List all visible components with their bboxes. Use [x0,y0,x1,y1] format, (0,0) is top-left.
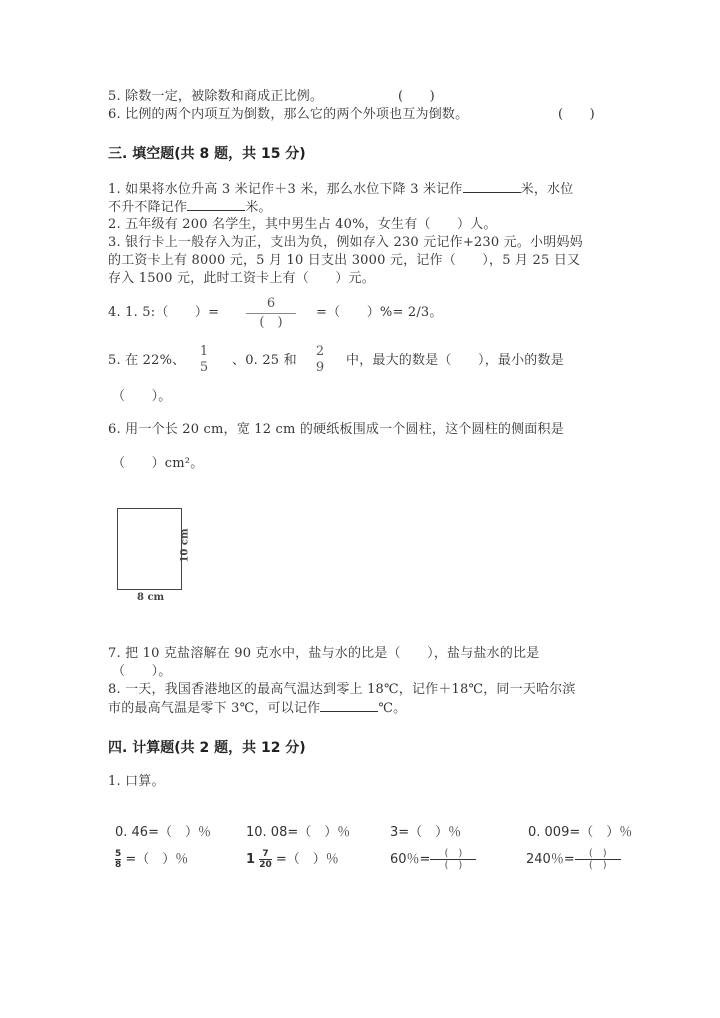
fill-question-3-line1: 3. 银行卡上一般存入为正，支出为负，例如存入 230 元记作+230 元。小明妈妈 [108,235,583,250]
question-text: 不升不降记作 [108,200,188,215]
fill-question-1-line2 [108,198,272,217]
fraction-numerator: ( ) [588,848,607,859]
fill-question-5-prefix: 5. 在 22%、 [108,353,186,368]
fraction-numerator: ( ) [444,848,463,859]
question-text: ℃。 [378,701,407,716]
height-label: 10 cm [179,528,191,563]
oral-calc-item: 3=（ ）％ [390,825,462,840]
fraction-denominator: 9 [315,360,325,375]
answer-paren[interactable]: ( ) [558,107,595,122]
fill-question-5-line2: （ ）。 [112,389,172,404]
fill-question-8-line2 [108,699,406,718]
fill-question-4-suffix: =（ ）%= 2/3。 [316,305,443,320]
fraction-numerator: 7 [262,849,269,859]
fill-question-6-line2: （ ）cm²。 [112,456,204,471]
fraction-denominator: 8 [115,860,122,870]
judge-question-6 [108,106,468,124]
calc-suffix: =（ ）％ [125,852,189,867]
calc-question-1-label: 1. 口算。 [108,774,165,789]
fraction-numerator: 6 [266,296,276,311]
oral-calc-item: 0. 46=（ ）％ [115,825,211,840]
section-heading-calculation: 四. 计算题(共 2 题，共 12 分) [108,740,306,756]
answer-blank[interactable] [320,699,378,712]
fraction-denominator[interactable]: ( ) [259,315,283,330]
fraction-numerator: 2 [315,344,325,359]
question-text: 米，水位 [520,182,574,197]
question-text: 米。 [245,200,272,215]
fill-question-4-prefix: 4. 1. 5:（ ）= [108,305,220,320]
fraction-6-over-blank [246,296,296,331]
section-heading-fill-in: 三. 填空题(共 8 题，共 15 分) [108,146,306,162]
fraction-denominator: 20 [259,860,272,870]
fill-question-3-line3: 存入 1500 元，此时工资卡上有（ ）元。 [108,271,375,286]
fraction-numerator: 1 [199,344,209,359]
fraction-bar [246,313,296,314]
fraction-denominator: ( ) [588,860,607,871]
judge-question-5 [108,88,323,106]
oral-calc-item: 10. 08=（ ）％ [246,825,351,840]
calc-prefix: 60％= [390,852,431,867]
question-text: 市的最高气温是零下 3℃，可以记作 [108,701,321,716]
question-text: 5. 除数一定，被除数和商成正比例。 [108,89,324,104]
question-text: 6. 比例的两个内项互为倒数，那么它的两个外项也互为倒数。 [108,107,469,122]
calc-suffix: =（ ）％ [275,852,339,867]
rectangle-shape [117,508,182,590]
fraction-7-20 [259,849,272,870]
fill-question-5-suffix: 中，最大的数是（ ），最小的数是 [346,353,564,368]
width-label: 8 cm [137,592,165,603]
calc-prefix: 240％= [526,852,575,867]
blank-fraction[interactable] [430,848,476,871]
oral-calc-item: 0. 009=（ ）％ [528,825,633,840]
fill-question-2: 2. 五年级有 200 名学生，其中男生占 40%，女生有（ ）人。 [108,217,497,232]
fraction-5-8 [115,849,121,870]
mixed-whole: 1 [246,852,256,867]
fill-question-6-line1: 6. 用一个长 20 cm，宽 12 cm 的硬纸板围成一个圆柱，这个圆柱的侧面积是 [108,422,564,437]
answer-blank[interactable] [463,180,521,193]
answer-paren[interactable]: ( ) [398,89,435,104]
oral-calc-item [115,848,188,870]
fraction-denominator: 5 [199,360,209,375]
fill-question-1-line1 [108,180,573,199]
fraction-numerator: 5 [115,849,122,859]
fill-question-3-line2: 的工资卡上有 8000 元，5 月 10 日支出 3000 元，记作（ ），5 月 25 日又 [108,253,581,268]
fill-question-7-line2: （ ）。 [112,664,172,679]
oral-calc-item [390,848,476,871]
question-text: 1. 如果将水位升高 3 米记作＋3 米，那么水位下降 3 米记作 [108,182,463,197]
fill-question-5-mid: 、0. 25 和 [232,353,297,368]
fill-question-8-line1: 8. 一天，我国香港地区的最高气温达到零上 18℃，记作＋18℃，同一天哈尔滨 [108,682,576,697]
oral-calc-item [246,848,339,870]
oral-calc-item [526,848,621,871]
fraction-denominator: ( ) [444,860,463,871]
fraction-2-9 [312,344,328,376]
blank-fraction[interactable] [575,848,621,871]
answer-blank[interactable] [187,198,245,211]
fill-question-7-line1: 7. 把 10 克盐溶解在 90 克水中，盐与水的比是（ ），盐与盐水的比是 [108,646,540,661]
fraction-1-5 [196,344,212,376]
